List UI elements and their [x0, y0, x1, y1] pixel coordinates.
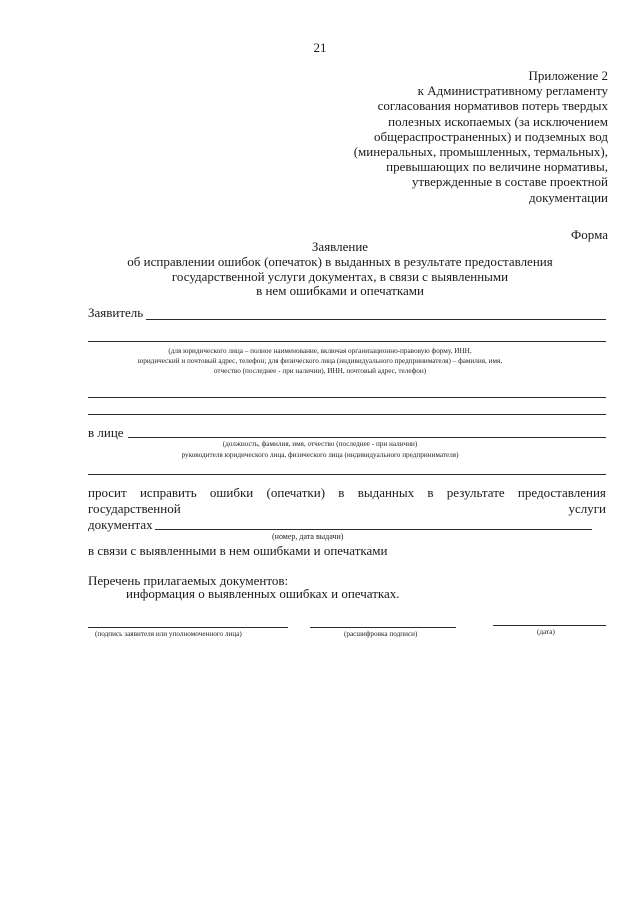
attachments-heading: Перечень прилагаемых документов: — [88, 573, 289, 588]
request-line-1 — [88, 485, 606, 501]
appendix-line: утвержденные в составе проектной — [411, 174, 608, 190]
request-line-2 — [88, 501, 606, 517]
person-field-line[interactable] — [128, 437, 606, 438]
applicant-hint-line: (для юридического лица – полное наименование, включая организационно-правовую форму, ИНН, — [168, 347, 472, 355]
request-reason: в связи с выявленными в нем ошибками и опечатками — [88, 543, 388, 558]
title-line: в нем ошибками и опечатками — [256, 283, 424, 299]
applicant-field-line[interactable] — [146, 319, 606, 320]
document-title — [90, 240, 590, 299]
request-line2-right: услуги — [568, 501, 606, 516]
applicant-hint-line: отчество (последнее - при наличии), ИНН, почтовый адрес, телефон) — [213, 367, 427, 375]
applicant-label: Заявитель — [88, 305, 144, 320]
request-word: ошибки — [209, 485, 254, 500]
applicant-extra-line-2[interactable] — [88, 414, 606, 415]
person-hint-line: (должность, фамилия, имя, отчество (последнее - при наличии) — [222, 440, 418, 448]
title-line: государственной услуги документах, в связи с выявленными — [171, 268, 509, 284]
date-line[interactable] — [493, 625, 606, 626]
signature-line[interactable] — [88, 627, 288, 628]
decryption-hint: (расшифровка подписи) — [344, 630, 418, 638]
request-word: в — [427, 485, 434, 500]
appendix-header — [308, 68, 608, 205]
request-word: предоставления — [517, 485, 606, 500]
request-word: (опечатки) — [266, 485, 326, 500]
attachments-item: информация о выявленных ошибках и опечатках. — [126, 586, 400, 601]
title-line: об исправлении ошибок (опечаток) в выданных в результате предоставления — [127, 253, 553, 269]
decryption-line[interactable] — [310, 627, 456, 628]
appendix-line: Приложение 2 — [528, 68, 608, 83]
person-hint-line: руководителя юридического лица, физического лица (индивидуального предпринимателя) — [181, 451, 459, 459]
request-word: результате — [446, 485, 505, 500]
appendix-line: превышающих по величине нормативы, — [386, 159, 608, 175]
person-hint — [0, 440, 640, 459]
documents-label: документах — [88, 517, 153, 532]
request-word: просит — [88, 485, 127, 500]
title-line: Заявление — [311, 239, 369, 254]
appendix-line: полезных ископаемых (за исключением — [388, 113, 608, 129]
person-label: в лице — [88, 425, 124, 440]
applicant-field-line-2[interactable] — [88, 341, 606, 342]
request-word: в — [338, 485, 345, 500]
appendix-line: к Административному регламенту — [417, 83, 608, 99]
date-hint: (дата) — [537, 628, 555, 636]
signature-hint: (подпись заявителя или уполномоченного лица) — [95, 630, 242, 638]
appendix-line: общераспространенных) и подземных вод — [374, 128, 608, 144]
applicant-hint — [0, 347, 640, 375]
documents-hint: (номер, дата выдачи) — [272, 532, 344, 541]
form-label: Форма — [571, 227, 608, 242]
appendix-line: согласования нормативов потерь твердых — [377, 98, 608, 114]
applicant-hint-line: юридический и почтовый адрес, телефон; для физического лица (индивидуального предпринимателя) – фамилия, имя, — [137, 357, 503, 365]
request-line2-left: государственной — [88, 501, 181, 516]
applicant-extra-line-1[interactable] — [88, 397, 606, 398]
person-extra-line[interactable] — [88, 474, 606, 475]
request-word: исправить — [139, 485, 197, 500]
documents-field-line[interactable] — [155, 529, 592, 530]
appendix-line: документации — [528, 189, 608, 205]
request-word: выданных — [357, 485, 415, 500]
appendix-line: (минеральных, промышленных, термальных), — [353, 144, 608, 160]
page-number: 21 — [313, 40, 327, 55]
